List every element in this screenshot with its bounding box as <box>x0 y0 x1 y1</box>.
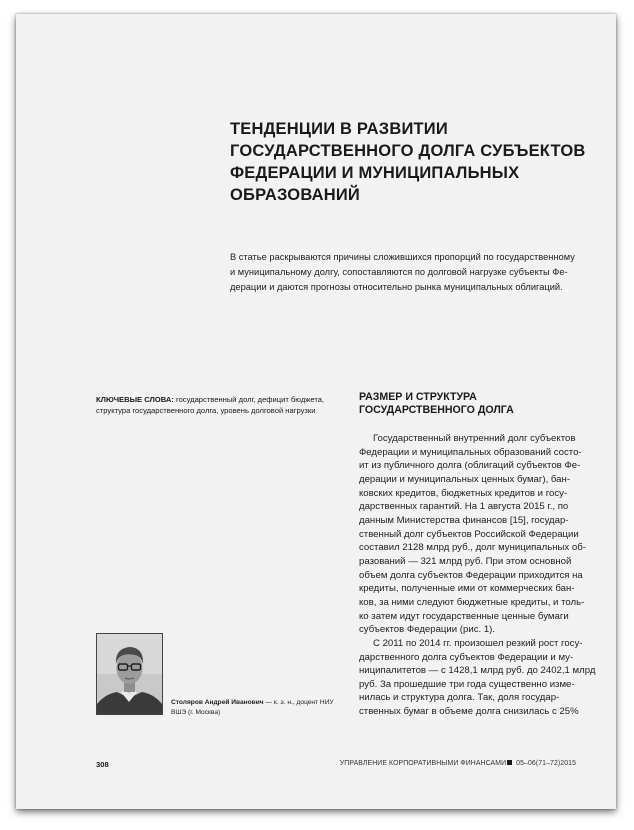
body-line: ко затем идут государственные ценные бумаги <box>359 610 569 622</box>
journal-footer <box>340 760 576 767</box>
title-line: ОБРАЗОВАНИЙ <box>230 186 360 204</box>
body-line: дарственных гарантий. На 1 августа 2015 г., по <box>359 501 569 513</box>
body-line: ниципалитетов — с 1428,1 млрд руб. до 2402,1 млрд <box>359 665 596 677</box>
body-line: данным Министерства финансов [15], государ- <box>359 514 569 526</box>
article-body <box>359 432 614 719</box>
body-line: дарственного долга субъектов Федерации и му- <box>359 651 574 663</box>
author-photo <box>96 633 163 715</box>
body-line: ит из публичного долга (облигаций субъектов Фе- <box>359 460 581 472</box>
keywords-text: структура государственного долга, уровень долговой нагрузки <box>96 406 316 415</box>
square-bullet-icon <box>507 760 512 765</box>
body-line: ственный долг субъектов Российской Федерации <box>359 528 579 540</box>
article-title <box>230 118 610 206</box>
abstract-line: В статье раскрываются причины сложившихся пропорций по государственному <box>230 252 575 262</box>
body-line: дерации и муниципальных ценных бумаг), бан- <box>359 473 571 485</box>
body-line: составил 2128 млрд руб., долг муниципальных об- <box>359 542 586 554</box>
body-line: субъектов Федерации (рис. 1). <box>359 624 496 636</box>
body-line: ковских кредитов, бюджетных кредитов и госу- <box>359 487 568 499</box>
body-line: объем долга субъектов Федерации приходится на <box>359 569 583 581</box>
abstract-line: и муниципальному долгу, сопоставляются по долговой нагрузке субъекты Фе- <box>230 267 568 277</box>
journal-page <box>16 14 616 809</box>
author-info <box>171 698 356 717</box>
keywords-text: государственный долг, дефицит бюджета, <box>175 395 325 404</box>
keywords-label: КЛЮЧЕВЫЕ СЛОВА: <box>96 395 174 404</box>
body-line: нилась и структура долга. Так, доля государ- <box>359 692 560 704</box>
body-line: ков, за ними следуют бюджетные кредиты, и толь- <box>359 596 585 608</box>
body-line: С 2011 по 2014 гг. произошел резкий рост госу- <box>373 637 583 649</box>
keywords-block <box>96 394 346 416</box>
section-heading-line: ГОСУДАРСТВЕННОГО ДОЛГА <box>359 404 514 416</box>
body-line: Федерации и муниципальных образований состо- <box>359 446 582 458</box>
title-line: ГОСУДАРСТВЕННОГО ДОЛГА СУБЪЕКТОВ <box>230 142 586 160</box>
author-credentials: — к. э. н., доцент НИУ <box>263 699 334 706</box>
journal-name: УПРАВЛЕНИЕ КОРПОРАТИВНЫМИ ФИНАНСАМИ <box>339 760 507 767</box>
article-abstract <box>230 250 610 295</box>
body-line: разований — 321 млрд руб. При этом основной <box>359 555 572 567</box>
journal-issue: 05–06(71–72)2015 <box>516 760 576 767</box>
title-line: ТЕНДЕНЦИИ В РАЗВИТИИ <box>230 120 448 138</box>
section-heading <box>359 391 609 417</box>
body-line: руб. За прошедшие три года существенно изме- <box>359 678 575 690</box>
body-line: Государственный внутренний долг субъектов <box>373 433 576 444</box>
section-heading-line: РАЗМЕР И СТРУКТУРА <box>359 391 477 403</box>
abstract-line: дерации и даются прогнозы относительно рынка муниципальных облигаций. <box>230 282 563 292</box>
body-line: кредиты, полученные ими от коммерческих бан- <box>359 583 575 595</box>
author-affiliation: ВШЭ (г. Москва) <box>171 708 221 716</box>
page-number: 308 <box>96 760 109 769</box>
title-line: ФЕДЕРАЦИИ И МУНИЦИПАЛЬНЫХ <box>230 164 520 182</box>
body-line: ственных бумаг в объеме долга снизилась с 25% <box>359 706 579 718</box>
author-name: Столяров Андрей Иванович <box>171 699 264 706</box>
